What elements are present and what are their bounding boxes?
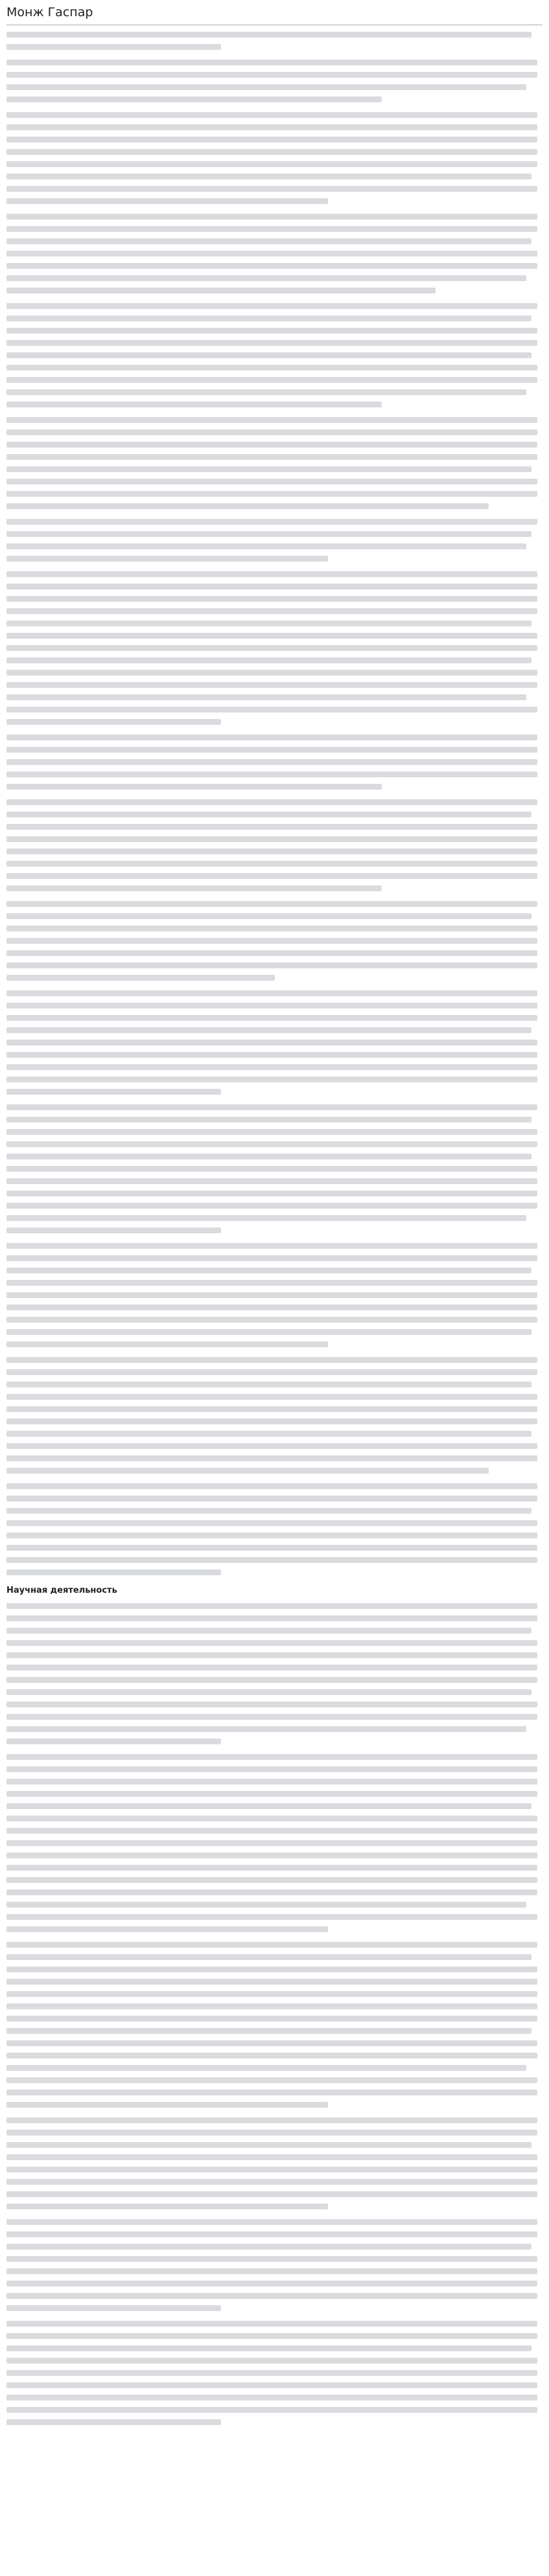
article-paragraph-10: [6, 799, 543, 891]
text-line-placeholder: [6, 1615, 537, 1621]
text-line-placeholder: [6, 1766, 537, 1772]
text-line-placeholder: [6, 124, 537, 130]
text-line-placeholder: [6, 901, 537, 907]
text-line-placeholder: [6, 2090, 537, 2095]
text-line-placeholder: [6, 429, 537, 435]
text-line-placeholder: [6, 861, 537, 867]
science-paragraph-5: [6, 2219, 543, 2311]
text-line-placeholder: [6, 1779, 537, 1784]
text-line-placeholder: [6, 251, 537, 256]
text-line-placeholder: [6, 60, 537, 65]
text-line-placeholder: [6, 97, 382, 102]
text-line-placeholder: [6, 2321, 537, 2327]
text-line-placeholder: [6, 2358, 537, 2364]
text-line-placeholder: [6, 174, 531, 179]
text-line-placeholder: [6, 1702, 537, 1707]
text-line-placeholder: [6, 2293, 537, 2299]
text-line-placeholder: [6, 1040, 537, 1045]
text-line-placeholder: [6, 149, 537, 155]
text-line-placeholder: [6, 812, 531, 817]
text-line-placeholder: [6, 1726, 526, 1732]
text-line-placeholder: [6, 657, 531, 663]
text-line-placeholder: [6, 442, 537, 448]
text-line-placeholder: [6, 1431, 531, 1437]
text-line-placeholder: [6, 226, 537, 232]
text-line-placeholder: [6, 1468, 489, 1474]
text-line-placeholder: [6, 2016, 537, 2022]
text-line-placeholder: [6, 1714, 537, 1720]
text-line-placeholder: [6, 365, 537, 370]
text-line-placeholder: [6, 288, 436, 293]
text-line-placeholder: [6, 1268, 531, 1273]
text-line-placeholder: [6, 1455, 537, 1461]
text-line-placeholder: [6, 1520, 537, 1526]
text-line-placeholder: [6, 670, 537, 676]
text-line-placeholder: [6, 543, 526, 549]
text-line-placeholder: [6, 238, 531, 244]
text-line-placeholder: [6, 531, 531, 537]
text-line-placeholder: [6, 1954, 531, 1960]
text-line-placeholder: [6, 1677, 537, 1683]
article-paragraph-15: [6, 1357, 543, 1474]
text-line-placeholder: [6, 1027, 531, 1033]
text-line-placeholder: [6, 2204, 328, 2209]
text-line-placeholder: [6, 2370, 537, 2376]
text-line-placeholder: [6, 747, 537, 753]
text-line-placeholder: [6, 2154, 537, 2160]
text-line-placeholder: [6, 2268, 537, 2274]
section-heading-scientific-work: Научная деятельность: [6, 1586, 117, 1595]
text-line-placeholder: [6, 975, 275, 981]
text-line-placeholder: [6, 2219, 537, 2225]
text-line-placeholder: [6, 315, 531, 321]
text-line-placeholder: [6, 596, 537, 602]
text-line-placeholder: [6, 2117, 537, 2123]
text-line-placeholder: [6, 303, 537, 309]
text-line-placeholder: [6, 491, 537, 497]
text-line-placeholder: [6, 621, 531, 626]
text-line-placeholder: [6, 1991, 537, 1997]
text-line-placeholder: [6, 1292, 537, 1298]
text-line-placeholder: [6, 1191, 537, 1196]
text-line-placeholder: [6, 990, 537, 996]
text-line-placeholder: [6, 1966, 537, 1972]
article-paragraph-5: [6, 303, 543, 407]
text-line-placeholder: [6, 571, 537, 577]
text-line-placeholder: [6, 682, 537, 688]
text-line-placeholder: [6, 2191, 537, 2197]
article-paragraph-13: [6, 1104, 543, 1233]
article-paragraph-6: [6, 417, 543, 509]
text-line-placeholder: [6, 1926, 328, 1932]
article-body: [6, 32, 543, 1575]
article-paragraph-14: [6, 1243, 543, 1347]
text-line-placeholder: [6, 417, 537, 423]
text-line-placeholder: [6, 2231, 537, 2237]
text-line-placeholder: [6, 1628, 531, 1634]
text-line-placeholder: [6, 1816, 537, 1821]
text-line-placeholder: [6, 503, 489, 509]
text-line-placeholder: [6, 633, 537, 639]
text-line-placeholder: [6, 1178, 537, 1184]
article-paragraph-1: [6, 32, 543, 50]
text-line-placeholder: [6, 1569, 221, 1575]
text-line-placeholder: [6, 1341, 328, 1347]
text-line-placeholder: [6, 2102, 328, 2108]
science-paragraph-1: [6, 1603, 543, 1744]
text-line-placeholder: [6, 1280, 537, 1286]
text-line-placeholder: [6, 44, 221, 50]
text-line-placeholder: [6, 1394, 537, 1400]
text-line-placeholder: [6, 1865, 537, 1871]
text-line-placeholder: [6, 1496, 537, 1501]
text-line-placeholder: [6, 466, 531, 472]
article-paragraph-2: [6, 60, 543, 102]
science-paragraph-3: [6, 1942, 543, 2108]
text-line-placeholder: [6, 1889, 537, 1895]
text-line-placeholder: [6, 913, 531, 919]
text-line-placeholder: [6, 771, 537, 777]
text-line-placeholder: [6, 1117, 531, 1123]
text-line-placeholder: [6, 137, 537, 142]
text-line-placeholder: [6, 1382, 531, 1387]
text-line-placeholder: [6, 1877, 537, 1883]
text-line-placeholder: [6, 2130, 537, 2136]
text-line-placeholder: [6, 2028, 531, 2034]
text-line-placeholder: [6, 1443, 537, 1449]
text-line-placeholder: [6, 1104, 537, 1110]
text-line-placeholder: [6, 2407, 537, 2413]
text-line-placeholder: [6, 849, 537, 854]
text-line-placeholder: [6, 1902, 526, 1908]
text-line-placeholder: [6, 1305, 537, 1310]
text-line-placeholder: [6, 2281, 537, 2286]
text-line-placeholder: [6, 1369, 537, 1375]
article-paragraph-4: [6, 214, 543, 293]
text-line-placeholder: [6, 1154, 531, 1159]
text-line-placeholder: [6, 1979, 537, 1985]
science-paragraph-2: [6, 1754, 543, 1932]
text-line-placeholder: [6, 824, 537, 830]
text-line-placeholder: [6, 2395, 537, 2400]
text-line-placeholder: [6, 608, 537, 614]
text-line-placeholder: [6, 1357, 537, 1363]
text-line-placeholder: [6, 198, 328, 204]
text-line-placeholder: [6, 1141, 537, 1147]
article-paragraph-16: [6, 1483, 543, 1575]
text-line-placeholder: [6, 2065, 526, 2071]
text-line-placeholder: [6, 926, 537, 931]
text-line-placeholder: [6, 1419, 537, 1424]
article-paragraph-11: [6, 901, 543, 981]
text-line-placeholder: [6, 1089, 221, 1095]
text-line-placeholder: [6, 1483, 537, 1489]
text-line-placeholder: [6, 454, 537, 460]
text-line-placeholder: [6, 1545, 537, 1551]
text-line-placeholder: [6, 2244, 531, 2250]
text-line-placeholder: [6, 214, 537, 220]
text-line-placeholder: [6, 2167, 537, 2172]
text-line-placeholder: [6, 1052, 537, 1058]
text-line-placeholder: [6, 694, 526, 700]
text-line-placeholder: [6, 389, 526, 395]
text-line-placeholder: [6, 584, 537, 589]
text-line-placeholder: [6, 1255, 537, 1261]
text-line-placeholder: [6, 1406, 537, 1412]
text-line-placeholder: [6, 2179, 537, 2185]
text-line-placeholder: [6, 2333, 537, 2339]
text-line-placeholder: [6, 84, 526, 90]
text-line-placeholder: [6, 759, 537, 765]
text-line-placeholder: [6, 72, 537, 78]
text-line-placeholder: [6, 1689, 531, 1695]
science-paragraph-6: [6, 2321, 543, 2425]
text-line-placeholder: [6, 2382, 537, 2388]
text-line-placeholder: [6, 1329, 531, 1335]
text-line-placeholder: [6, 1129, 537, 1135]
text-line-placeholder: [6, 186, 537, 192]
text-line-placeholder: [6, 2419, 221, 2425]
text-line-placeholder: [6, 1828, 537, 1834]
text-line-placeholder: [6, 2053, 537, 2058]
text-line-placeholder: [6, 161, 537, 167]
text-line-placeholder: [6, 275, 526, 281]
text-line-placeholder: [6, 719, 221, 725]
text-line-placeholder: [6, 707, 537, 712]
text-line-placeholder: [6, 479, 537, 484]
text-line-placeholder: [6, 1215, 526, 1221]
text-line-placeholder: [6, 1557, 537, 1563]
text-line-placeholder: [6, 2003, 537, 2009]
text-line-placeholder: [6, 112, 537, 118]
text-line-placeholder: [6, 340, 537, 346]
text-line-placeholder: [6, 1317, 537, 1323]
text-line-placeholder: [6, 1166, 537, 1172]
text-line-placeholder: [6, 1791, 537, 1797]
text-line-placeholder: [6, 2077, 537, 2083]
text-line-placeholder: [6, 1754, 537, 1760]
text-line-placeholder: [6, 799, 537, 805]
text-line-placeholder: [6, 1508, 531, 1514]
science-paragraph-4: [6, 2117, 543, 2209]
text-line-placeholder: [6, 873, 537, 879]
text-line-placeholder: [6, 1077, 537, 1082]
text-line-placeholder: [6, 1840, 537, 1846]
text-line-placeholder: [6, 2040, 537, 2046]
text-line-placeholder: [6, 1227, 221, 1233]
text-line-placeholder: [6, 1665, 537, 1670]
text-line-placeholder: [6, 1942, 537, 1948]
text-line-placeholder: [6, 2256, 537, 2262]
text-line-placeholder: [6, 784, 382, 790]
text-line-placeholder: [6, 938, 537, 944]
text-line-placeholder: [6, 1243, 537, 1249]
text-line-placeholder: [6, 377, 537, 383]
text-line-placeholder: [6, 32, 531, 38]
text-line-placeholder: [6, 352, 531, 358]
text-line-placeholder: [6, 1203, 537, 1209]
text-line-placeholder: [6, 885, 382, 891]
article-paragraph-12: [6, 990, 543, 1095]
text-line-placeholder: [6, 1064, 537, 1070]
text-line-placeholder: [6, 645, 537, 651]
text-line-placeholder: [6, 328, 537, 334]
text-line-placeholder: [6, 1852, 537, 1858]
text-line-placeholder: [6, 1914, 537, 1920]
text-line-placeholder: [6, 263, 537, 269]
text-line-placeholder: [6, 1803, 531, 1809]
text-line-placeholder: [6, 836, 537, 842]
text-line-placeholder: [6, 2305, 221, 2311]
text-line-placeholder: [6, 1003, 537, 1009]
text-line-placeholder: [6, 1015, 537, 1021]
text-line-placeholder: [6, 519, 537, 525]
article-body-continued: [6, 1603, 543, 2425]
text-line-placeholder: [6, 735, 537, 740]
page-title: Монж Гаспар: [6, 5, 93, 19]
text-line-placeholder: [6, 1640, 537, 1646]
text-line-placeholder: [6, 556, 328, 562]
text-line-placeholder: [6, 2345, 531, 2351]
text-line-placeholder: [6, 1533, 537, 1538]
text-line-placeholder: [6, 1738, 221, 1744]
text-line-placeholder: [6, 1652, 537, 1658]
text-line-placeholder: [6, 950, 537, 956]
text-line-placeholder: [6, 2142, 531, 2148]
text-line-placeholder: [6, 1603, 537, 1609]
article-paragraph-8: [6, 571, 543, 725]
article-paragraph-9: [6, 735, 543, 790]
text-line-placeholder: [6, 402, 382, 407]
article-paragraph-7: [6, 519, 543, 562]
article-paragraph-3: [6, 112, 543, 204]
text-line-placeholder: [6, 963, 537, 968]
